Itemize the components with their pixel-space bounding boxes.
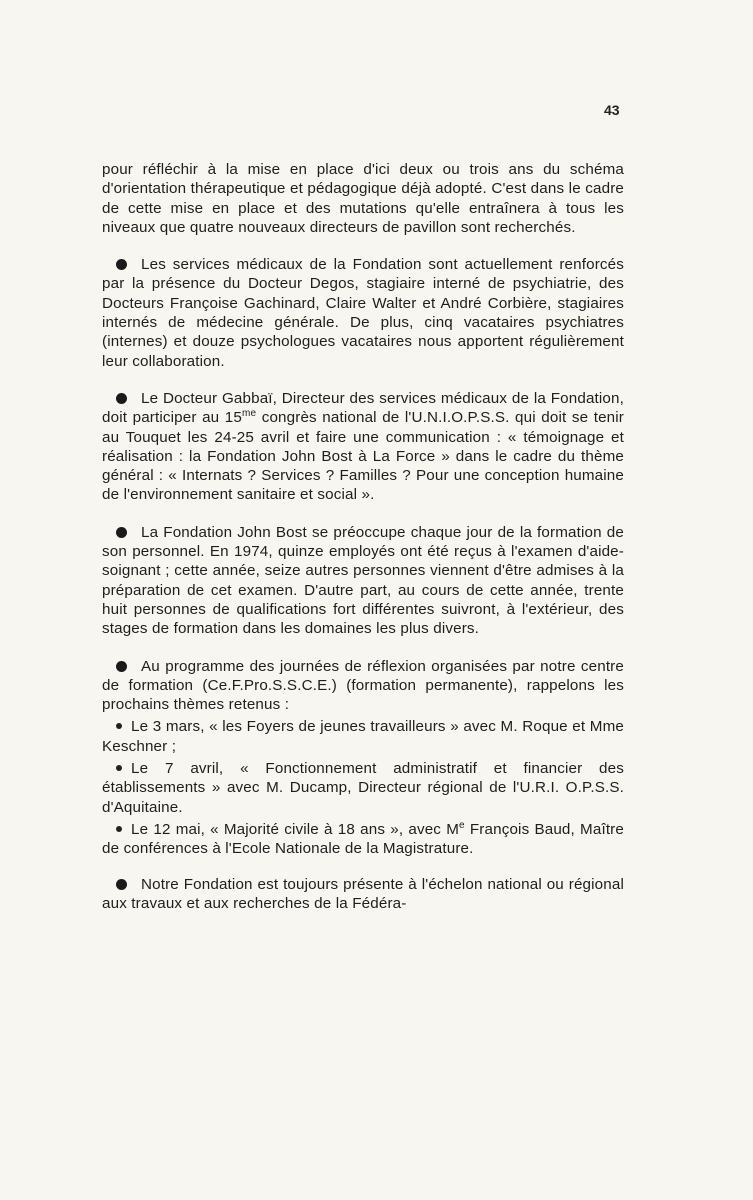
paragraph-text: Le Docteur Gabbaï, Directeur des services médicaux de la Fondation, doit participer au 15 [102,389,624,427]
list-item-text: Le 3 mars, « les Foyers de jeunes travailleurs » avec M. Roque et Mme Keschner ; [102,718,624,755]
paragraph-congress [102,389,624,505]
paragraph-medical-services [102,255,624,371]
paragraph-training [102,523,624,639]
document-body [102,160,624,931]
list-item-text: Le 12 mai, « Majorité civile à 18 ans », avec M [131,820,459,838]
page-number: 43 [604,102,620,118]
list-item-text: Le 7 avril, « Fonctionnement administratif et financier des établissements » avec M. Ducamp, Directeur régional de l'U.R.I. O.P.S.S. d'Aquitaine. [102,760,624,816]
small-bullet-icon [116,826,122,832]
bullet-dot-icon [116,527,127,538]
list-item-april [102,759,624,817]
paragraph-text: Les services médicaux de la Fondation sont actuellement renforcés par la présence du Docteur Degos, stagiaire interné de psychiatrie, des Docteurs Françoise Gachinard, Claire Walter et André Corbière, stagiaires internés de médecine générale. De plus, cinq vacataires psychiatres (internes) et douze psychologues vacataires nous apportent régulièrement leur collaboration. [102,256,624,370]
paragraph-text: Au programme des journées de réflexion organisées par notre centre de formation (Ce.F.Pro.S.S.C.E.) (formation permanente), rappelons les prochains thèmes retenus : [102,657,624,714]
list-item-may [102,820,624,859]
bullet-dot-icon [116,259,127,270]
bullet-dot-icon [116,393,127,404]
paragraph-federation [102,875,624,914]
paragraph-text: Notre Fondation est toujours présente à l'échelon national ou régional aux travaux et aux recherches de la Fédéra- [102,875,624,912]
bullet-dot-icon [116,879,127,890]
paragraph-orientation: pour réfléchir à la mise en place d'ici deux ou trois ans du schéma d'orientation thérapeutique et pédagogique déjà adopté. C'est dans le cadre de cette mise en place et des mutations qu'elle entraînera à tous les niveaux que quatre nouveaux directeurs de pavillon sont recherchés. [102,161,624,236]
paragraph-text: La Fondation John Bost se préoccupe chaque jour de la formation de son personnel. En 1974, quinze employés ont été reçus à l'examen d'aide-soignant ; cette année, seize autres personnes viennent d'être admises à la préparation de cet examen. D'autre part, au cours de cette année, trente huit personnes de qualifications fort différentes suivront, à l'extérieur, des stages de formation dans les domaines les plus divers. [102,523,624,638]
paragraph-text: congrès national de l'U.N.I.O.P.S.S. qui doit se tenir au Touquet les 24-25 avril et faire une communication : « témoignage et réalisation : la Fondation John Bost à La Force » dans le cadre du thème général : « Internats ? Services ? Familles ? Pour une conception humaine de l'environnement sanitaire et social ». [102,409,625,504]
list-item-text: François Baud, Maître de conférences à l'Ecole Nationale de la Magistrature. [102,820,624,858]
bullet-dot-icon [116,661,127,672]
superscript: me [241,408,257,420]
superscript: e [459,819,465,831]
paragraph-program [102,657,624,715]
list-item-march [102,717,624,756]
small-bullet-icon [116,765,122,771]
small-bullet-icon [116,723,122,729]
